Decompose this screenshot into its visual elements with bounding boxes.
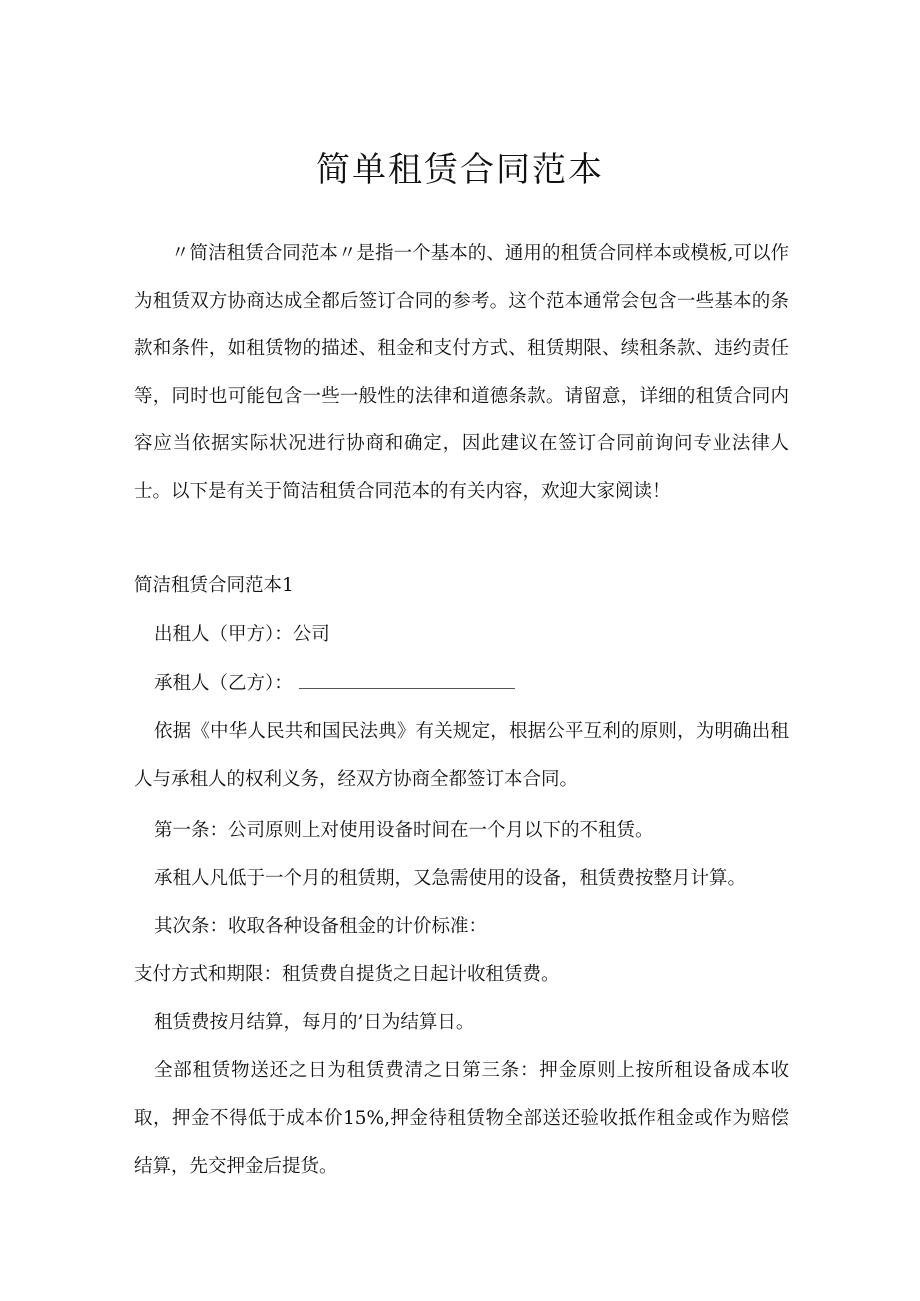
lessee-blank-field[interactable] (299, 670, 515, 689)
payment-line: 支付方式和期限：租赁费自提货之日起计收租赁费。 (134, 964, 560, 985)
basis-paragraph: 依据《中华人民共和国民法典》有关规定，根据公平互利的原则，为明确出租人与承租人的权利义务，经双方协商全都签订本合同。 (134, 721, 789, 790)
document-title: 简单租赁合同范本 (316, 150, 604, 190)
article-1: 第一条：公司原则上对使用设备时间在一个月以下的不租赁。 (154, 820, 654, 841)
deposit-paragraph: 全部租赁物送还之日为租赁费清之日第三条：押金原则上按所租设备成本收取，押金不得低于成本价15%,押金待租赁物全部送还验收抵作租金或作为赔偿结算，先交押金后提货。 (134, 1060, 789, 1177)
lessee-label: 承租人（乙方）： (154, 673, 293, 694)
settlement-line: 租赁费按月结算，每月的’日为结算日。 (154, 1012, 475, 1033)
lessee-line (134, 666, 794, 702)
article-2: 其次条：收取各种设备租金的计价标准： (154, 916, 488, 937)
lessor-line: 出租人（甲方）：公司 (154, 624, 330, 645)
section-title: 简洁租赁合同范本1 (134, 575, 294, 596)
intro-paragraph: 〃简洁租赁合同范本〃是指一个基本的、通用的租赁合同样本或模板,可以作为租赁双方协商达成全都后签订合同的参考。这个范本通常会包含一些基本的条款和条件，如租赁物的描述、租金和支付方式、租赁期限、续租条款、违约责任等，同时也可能包含一些一般性的法律和道德条款。请留意，详细的租赁合同内容应当依据实际状况进行协商和确定，因此建议在签订合同前询问专业法律人士。以下是有关于简洁租赁合同范本的有关内容，欢迎大家阅读！ (134, 243, 789, 502)
article-1-note: 承租人凡低于一个月的租赁期，又急需使用的设备，租赁费按整月计算。 (154, 868, 747, 889)
